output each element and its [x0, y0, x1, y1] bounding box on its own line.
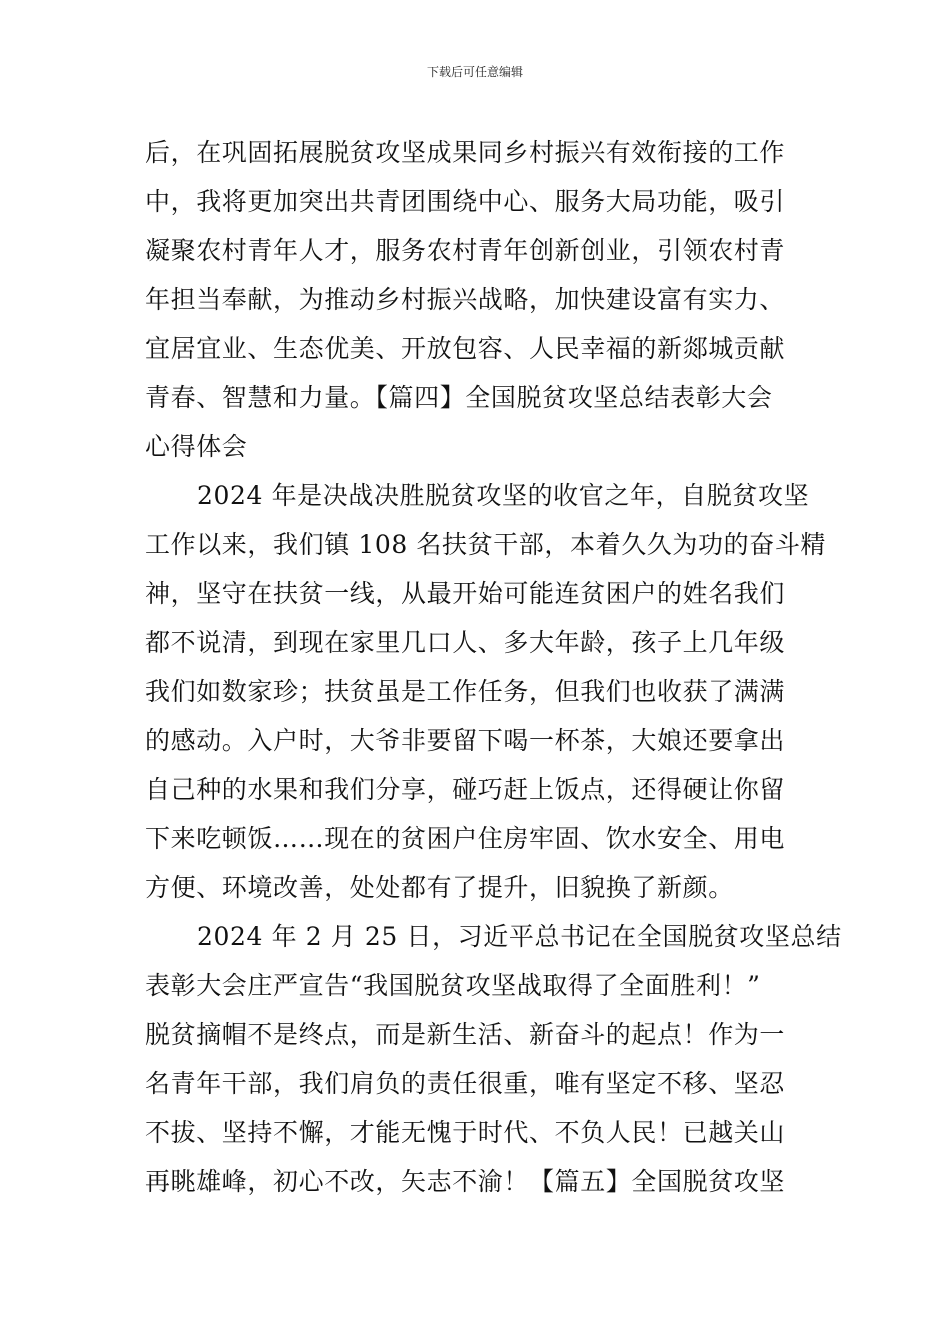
text-line: 不拔、坚持不懈，才能无愧于时代、不负人民！已越关山 [145, 1118, 786, 1147]
paragraph-first-line: 2024 年是决战决胜脱贫攻坚的收官之年，自脱贫攻坚 [197, 481, 810, 510]
text-line: 工作以来，我们镇 108 名扶贫干部，本着久久为功的奋斗精 [145, 530, 827, 559]
text-line: 年担当奉献，为推动乡村振兴战略，加快建设富有实力、 [145, 285, 786, 314]
text-line: 宜居宜业、生态优美、开放包容、人民幸福的新郯城贡献 [145, 334, 786, 363]
text-line: 后，在巩固拓展脱贫攻坚成果同乡村振兴有效衔接的工作 [145, 138, 786, 167]
text-line: 下来吃顿饭……现在的贫困户住房牢固、饮水安全、用电 [145, 824, 786, 853]
text-line: 的感动。入户时，大爷非要留下喝一杯茶，大娘还要拿出 [145, 726, 786, 755]
text-line: 自己种的水果和我们分享，碰巧赶上饭点，还得硬让你留 [145, 775, 786, 804]
text-line: 中，我将更加突出共青团围绕中心、服务大局功能，吸引 [145, 187, 786, 216]
text-line: 凝聚农村青年人才，服务农村青年创新创业，引领农村青 [145, 236, 786, 265]
text-line: 名青年干部，我们肩负的责任很重，唯有坚定不移、坚忍 [145, 1069, 786, 1098]
paragraph-first-line: 2024 年 2 月 25 日，习近平总书记在全国脱贫攻坚总结 [197, 922, 842, 951]
text-line: 再眺雄峰，初心不改，矢志不渝！【篇五】全国脱贫攻坚 [145, 1167, 786, 1196]
text-line: 神，坚守在扶贫一线，从最开始可能连贫困户的姓名我们 [145, 579, 786, 608]
text-line: 都不说清，到现在家里几口人、多大年龄，孩子上几年级 [145, 628, 786, 657]
text-line: 青春、智慧和力量。【篇四】全国脱贫攻坚总结表彰大会 [145, 383, 773, 412]
text-line: 表彰大会庄严宣告“我国脱贫攻坚战取得了全面胜利！” [145, 971, 761, 1000]
document-body [145, 128, 842, 1206]
text-line: 我们如数家珍；扶贫虽是工作任务，但我们也收获了满满 [145, 677, 786, 706]
text-line: 方便、环境改善，处处都有了提升，旧貌换了新颜。 [145, 873, 734, 902]
text-line: 心得体会 [145, 432, 248, 461]
page-header-note: 下载后可任意编辑 [426, 65, 523, 79]
text-line: 脱贫摘帽不是终点，而是新生活、新奋斗的起点！作为一 [145, 1020, 786, 1049]
